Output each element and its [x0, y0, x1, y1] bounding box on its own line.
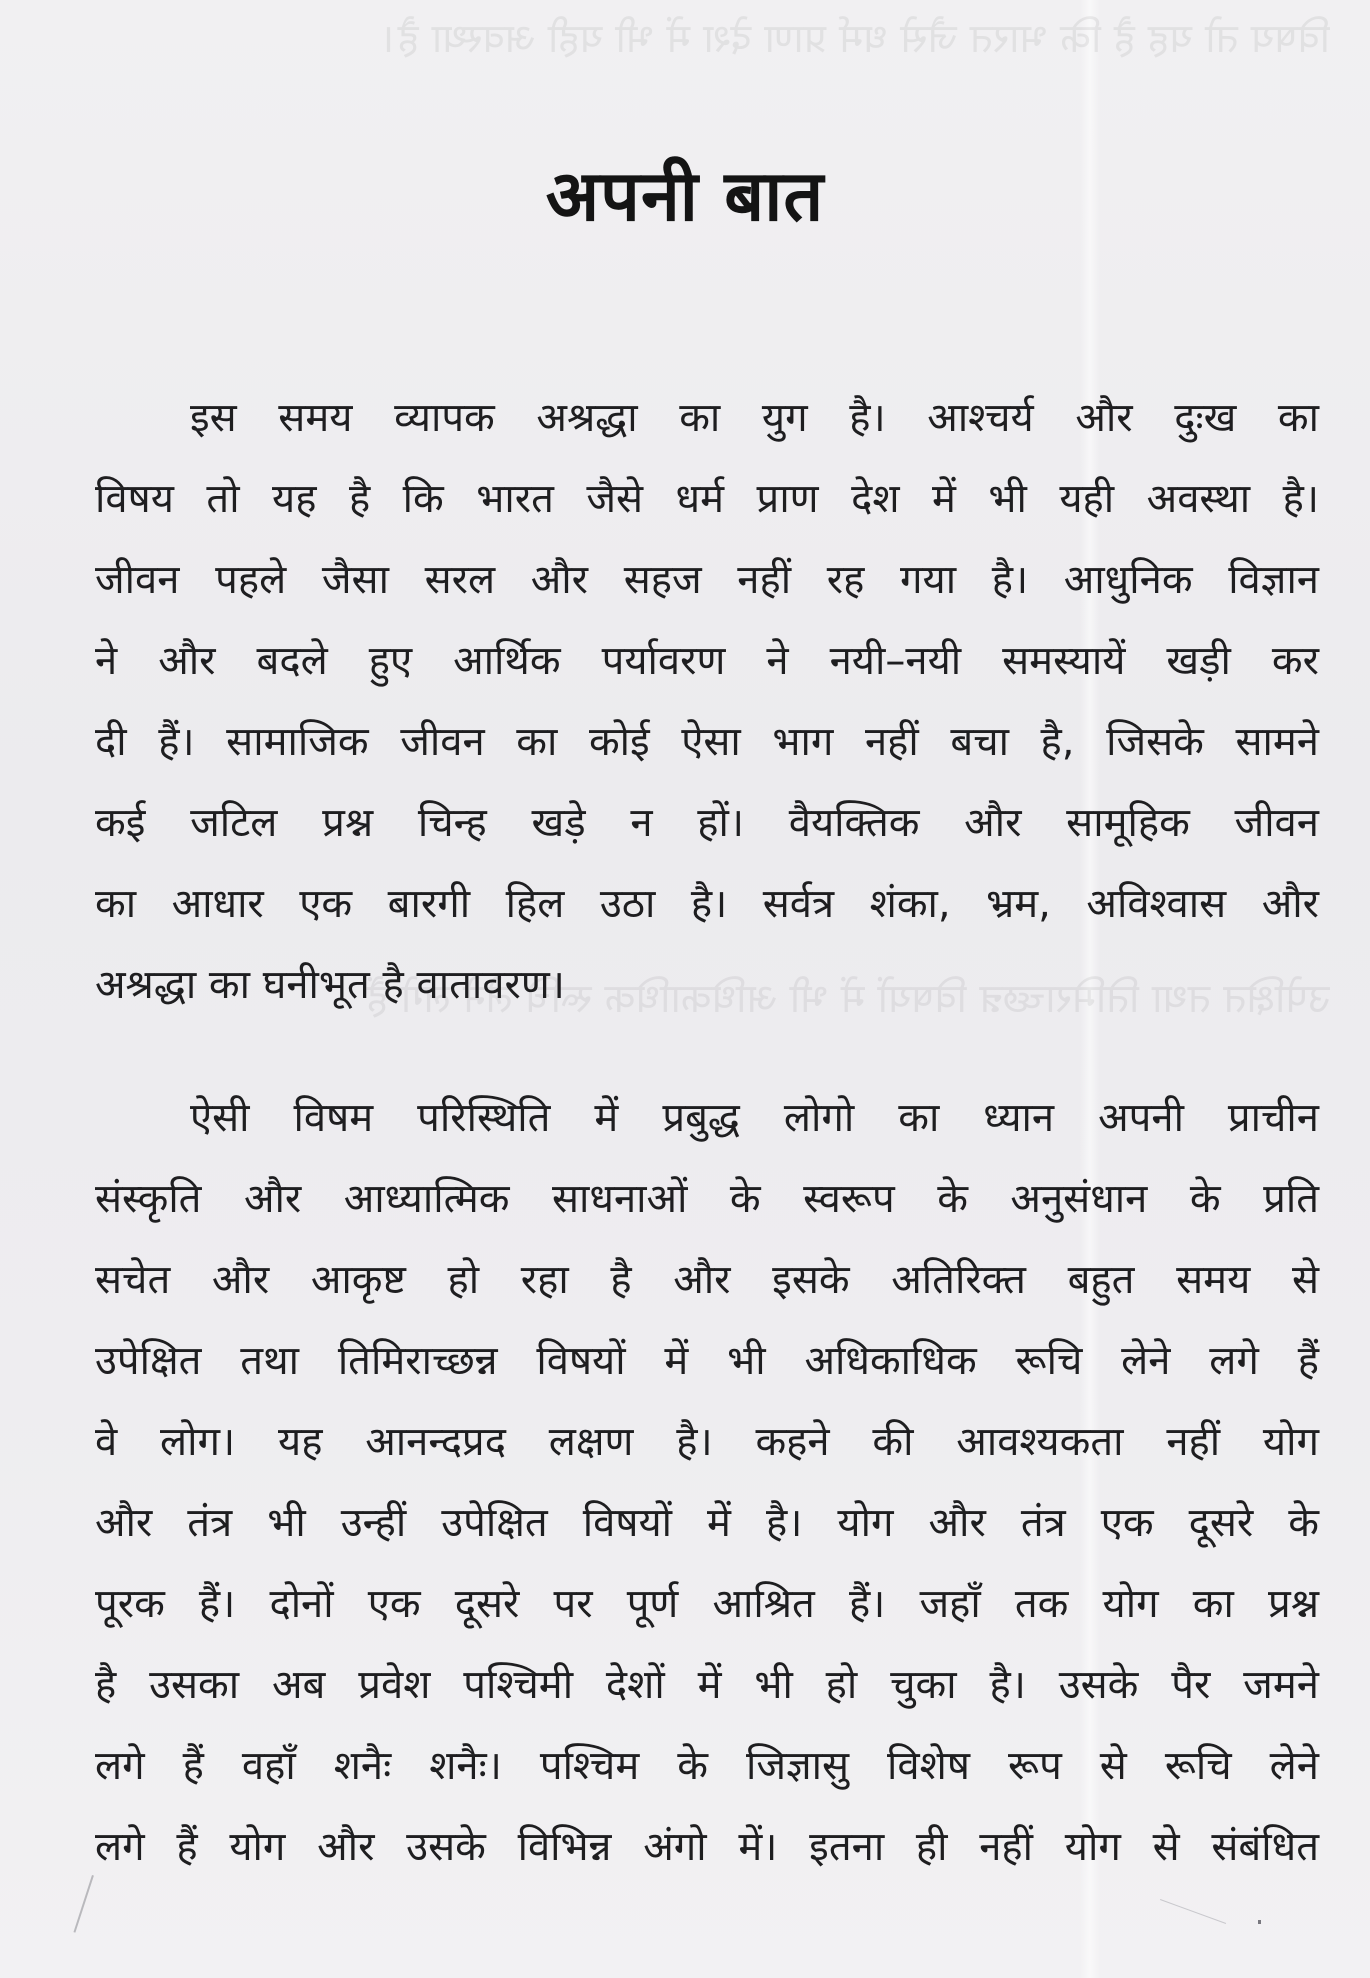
- text-line: सचेत और आकृष्ट हो रहा है और इसके अतिरिक्त बहुत समय से: [95, 1257, 1319, 1303]
- text-line: ऐसी विषम परिस्थिति में प्रबुद्ध लोगो का ध्यान अपनी प्राचीन: [190, 1095, 1319, 1141]
- paragraph-1: [95, 378, 1319, 1026]
- text-line: वे लोग। यह आनन्दप्रद लक्षण है। कहने की आवश्यकता नहीं योग: [95, 1419, 1319, 1465]
- paragraph-2: [95, 1078, 1319, 1888]
- text-line: इस समय व्यापक अश्रद्धा का युग है। आश्चर्य और दुःख का: [190, 395, 1319, 441]
- bleed-through-text-upper: विषय तो यह है कि भारत जैसे धर्म प्राण देश में भी यही अवस्था है।: [382, 16, 1330, 62]
- text-line: संस्कृति और आध्यात्मिक साधनाओं के स्वरूप के अनुसंधान के प्रति: [95, 1176, 1319, 1222]
- text-line: पूरक हैं। दोनों एक दूसरे पर पूर्ण आश्रित हैं। जहाँ तक योग का प्रश्न: [95, 1581, 1319, 1627]
- page-title: अपनी बात: [545, 154, 825, 237]
- text-line: है उसका अब प्रवेश पश्चिमी देशों में भी हो चुका है। उसके पैर जमने: [95, 1662, 1319, 1708]
- text-line: और तंत्र भी उन्हीं उपेक्षित विषयों में है। योग और तंत्र एक दूसरे के: [95, 1500, 1319, 1546]
- text-line: अश्रद्धा का घनीभूत है वातावरण।: [95, 962, 565, 1008]
- text-line: विषय तो यह है कि भारत जैसे धर्म प्राण देश में भी यही अवस्था है।: [95, 476, 1319, 522]
- text-line: कई जटिल प्रश्न चिन्ह खड़े न हों। वैयक्तिक और सामूहिक जीवन: [95, 800, 1319, 846]
- text-line: जीवन पहले जैसा सरल और सहज नहीं रह गया है। आधुनिक विज्ञान: [95, 557, 1319, 603]
- text-line: लगे हैं योग और उसके विभिन्न अंगो में। इतना ही नहीं योग से संबंधित: [95, 1824, 1319, 1870]
- paper-scratch-mark: [1160, 1899, 1226, 1924]
- paper-scratch-mark: [1258, 1920, 1261, 1924]
- text-line: का आधार एक बारगी हिल उठा है। सर्वत्र शंका, भ्रम, अविश्वास और: [95, 881, 1319, 927]
- text-line: लगे हैं वहाँ शनैः शनैः। पश्चिम के जिज्ञासु विशेष रूप से रूचि लेने: [95, 1743, 1319, 1789]
- bleed-through-text-lower: उपेक्षित तथा तिमिराच्छन्न विषयों में भी अधिकाधिक रूचि लेने लगे हैं: [366, 976, 1330, 1022]
- text-line: ने और बदले हुए आर्थिक पर्यावरण ने नयी–नयी समस्यायें खड़ी कर: [95, 638, 1319, 684]
- text-line: दी हैं। सामाजिक जीवन का कोई ऐसा भाग नहीं बचा है, जिसके सामने: [95, 719, 1319, 765]
- text-line: उपेक्षित तथा तिमिराच्छन्न विषयों में भी अधिकाधिक रूचि लेने लगे हैं: [95, 1338, 1319, 1384]
- paper-scratch-mark: [73, 1875, 93, 1933]
